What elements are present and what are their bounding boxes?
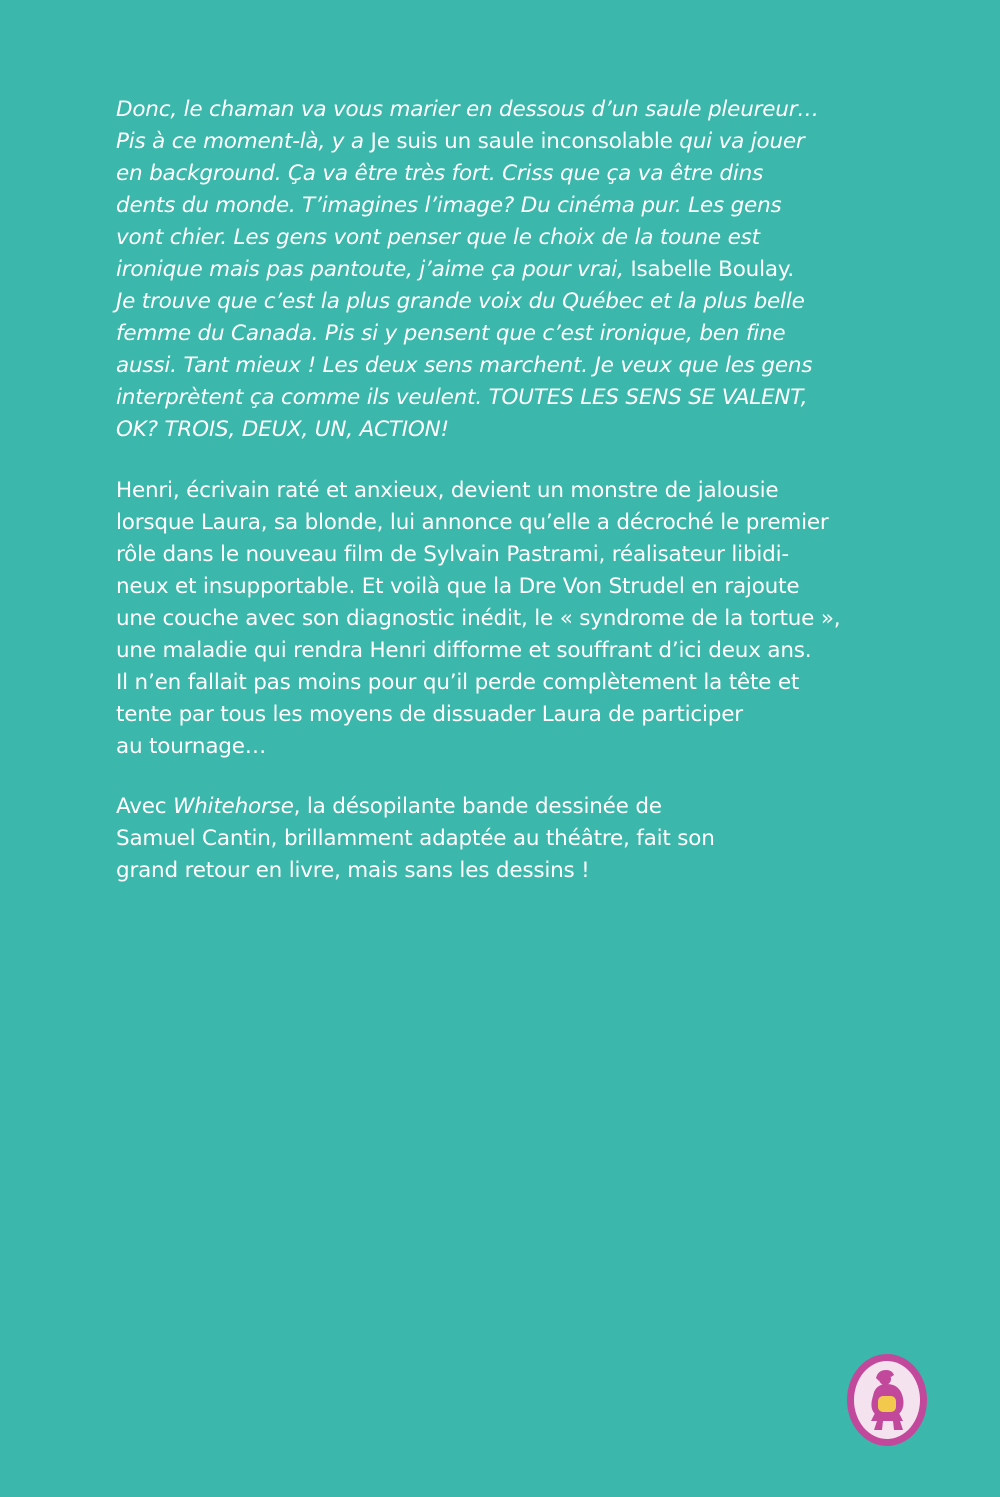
quote-line: ironique mais pas pantoute, j’aime ça pour vrai, Isabelle Boulay.: [116, 257, 794, 282]
synopsis-line: neux et insupportable. Et voilà que la Dre Von Strudel en rajoute: [116, 574, 800, 599]
outro-line: Avec Whitehorse, la désopilante bande dessinée de: [116, 794, 662, 819]
quote-line: femme du Canada. Pis si y pensent que c’est ironique, ben fine: [116, 321, 786, 346]
synopsis-line: lorsque Laura, sa blonde, lui annonce qu’elle a décroché le premier: [116, 510, 829, 535]
publisher-figure-icon: [845, 1352, 929, 1448]
quote-line: Je trouve que c’est la plus grande voix du Québec et la plus belle: [116, 289, 805, 314]
publisher-logo: [845, 1352, 929, 1448]
synopsis-line: rôle dans le nouveau film de Sylvain Pastrami, réalisateur libidi-: [116, 542, 789, 567]
book-title: Whitehorse: [173, 794, 294, 819]
quote-line: Donc, le chaman va vous marier en dessous d’un saule pleureur…: [116, 97, 819, 122]
synopsis-line: une maladie qui rendra Henri difforme et souffrant d’ici deux ans.: [116, 638, 812, 663]
artist-name: Isabelle Boulay.: [630, 257, 794, 282]
synopsis-line: une couche avec son diagnostic inédit, le « syndrome de la tortue »,: [116, 606, 841, 631]
quote-line: interprètent ça comme ils veulent. TOUTES LES SENS SE VALENT,: [116, 385, 808, 410]
outro-line: Samuel Cantin, brillamment adaptée au théâtre, fait son: [116, 826, 715, 851]
quote-line: aussi. Tant mieux ! Les deux sens marchent. Je veux que les gens: [116, 353, 813, 378]
synopsis-line: tente par tous les moyens de dissuader Laura de participer: [116, 702, 743, 727]
quote-line: en background. Ça va être très fort. Criss que ça va être dins: [116, 161, 764, 186]
synopsis-line: au tournage…: [116, 734, 267, 759]
outro-paragraph: [116, 791, 906, 887]
synopsis-line: Il n’en fallait pas moins pour qu’il perde complètement la tête et: [116, 670, 800, 695]
synopsis-paragraph: [116, 475, 906, 763]
quote-line: Pis à ce moment-là, y a Je suis un saule inconsolable qui va jouer: [116, 129, 805, 154]
outro-line: grand retour en livre, mais sans les dessins !: [116, 858, 590, 883]
song-title: Je suis un saule inconsolable: [370, 129, 673, 154]
quote-excerpt: [116, 94, 906, 446]
synopsis-line: Henri, écrivain raté et anxieux, devient un monstre de jalousie: [116, 478, 779, 503]
quote-line: dents du monde. T’imagines l’image? Du cinéma pur. Les gens: [116, 193, 782, 218]
quote-line: OK? TROIS, DEUX, UN, ACTION!: [116, 417, 449, 442]
quote-line: vont chier. Les gens vont penser que le choix de la toune est: [116, 225, 760, 250]
